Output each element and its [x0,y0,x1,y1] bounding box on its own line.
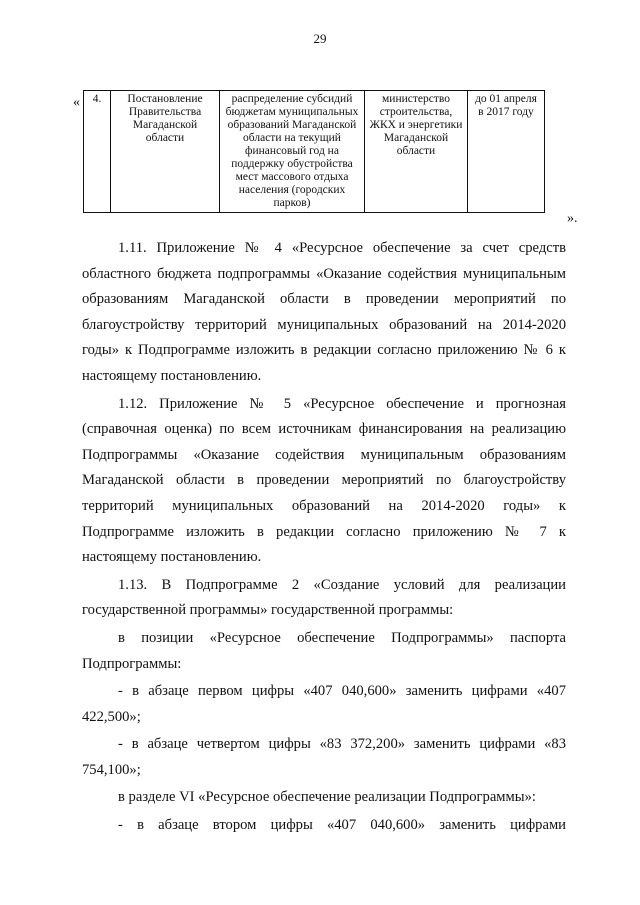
document-body [82,236,566,839]
paragraph-1-12: 1.12. Приложение № 5 «Ресурсное обеспечение и прогнозная (справочная оценка) по всем источникам финансирования на реализацию Подпрограммы «Оказание содействия муниципальным образованиям Магаданской области в проведении мероприятий по благоустройству территорий муниципальных образований на 2014-2020 годы» к Подпрограмме изложить в редакции согласно приложению № 7 к настоящему постановлению. [82,395,566,566]
paragraph-1-13: 1.13. В Подпрограмме 2 «Создание условий для реализации государственной программы» государственной программы: [82,576,566,619]
measures-table [83,90,545,213]
row-number: 4. [84,91,111,213]
table-open-quote: « [73,95,80,110]
legal-act-cell: Постановление Правительства Магаданской области [111,91,220,213]
paragraph-section-vi: в разделе VI «Ресурсное обеспечение реализации Подпрограммы»: [118,789,536,806]
paragraph-second-abzac: - в абзаце втором цифры «407 040,600» заменить цифрами [118,817,566,834]
responsible-ministry-cell: министерство строительства, ЖКХ и энергетики Магаданской области [365,91,468,213]
paragraph-first-abzac: - в абзаце первом цифры «407 040,600» заменить цифрами «407 422,500»; [82,683,566,725]
paragraph-passport-position: в позиции «Ресурсное обеспечение Подпрограммы» паспорта Подпрограммы: [82,629,566,672]
paragraph-fourth-abzac: - в абзаце четвертом цифры «83 372,200» заменить цифрами «83 754,100»; [82,736,566,778]
table-close-quote: ». [567,211,578,226]
paragraph-1-11: 1.11. Приложение № 4 «Ресурсное обеспечение за счет средств областного бюджета подпрограммы «Оказание содействия муниципальным образованиям Магаданской области в проведении мероприятий по благоустройству территорий муниципальных образований на 2014-2020 годы» к Подпрограмме изложить в редакции согласно приложению № 6 к настоящему постановлению. [82,240,566,384]
table-row [84,91,545,213]
deadline-cell: до 01 апреля в 2017 году [468,91,545,213]
description-cell: распределение субсидий бюджетам муниципальных образований Магаданской области на текущий финансовый год на поддержку обустройства мест массового отдыха населения (городских парков) [220,91,365,213]
page-number: 29 [313,31,327,46]
